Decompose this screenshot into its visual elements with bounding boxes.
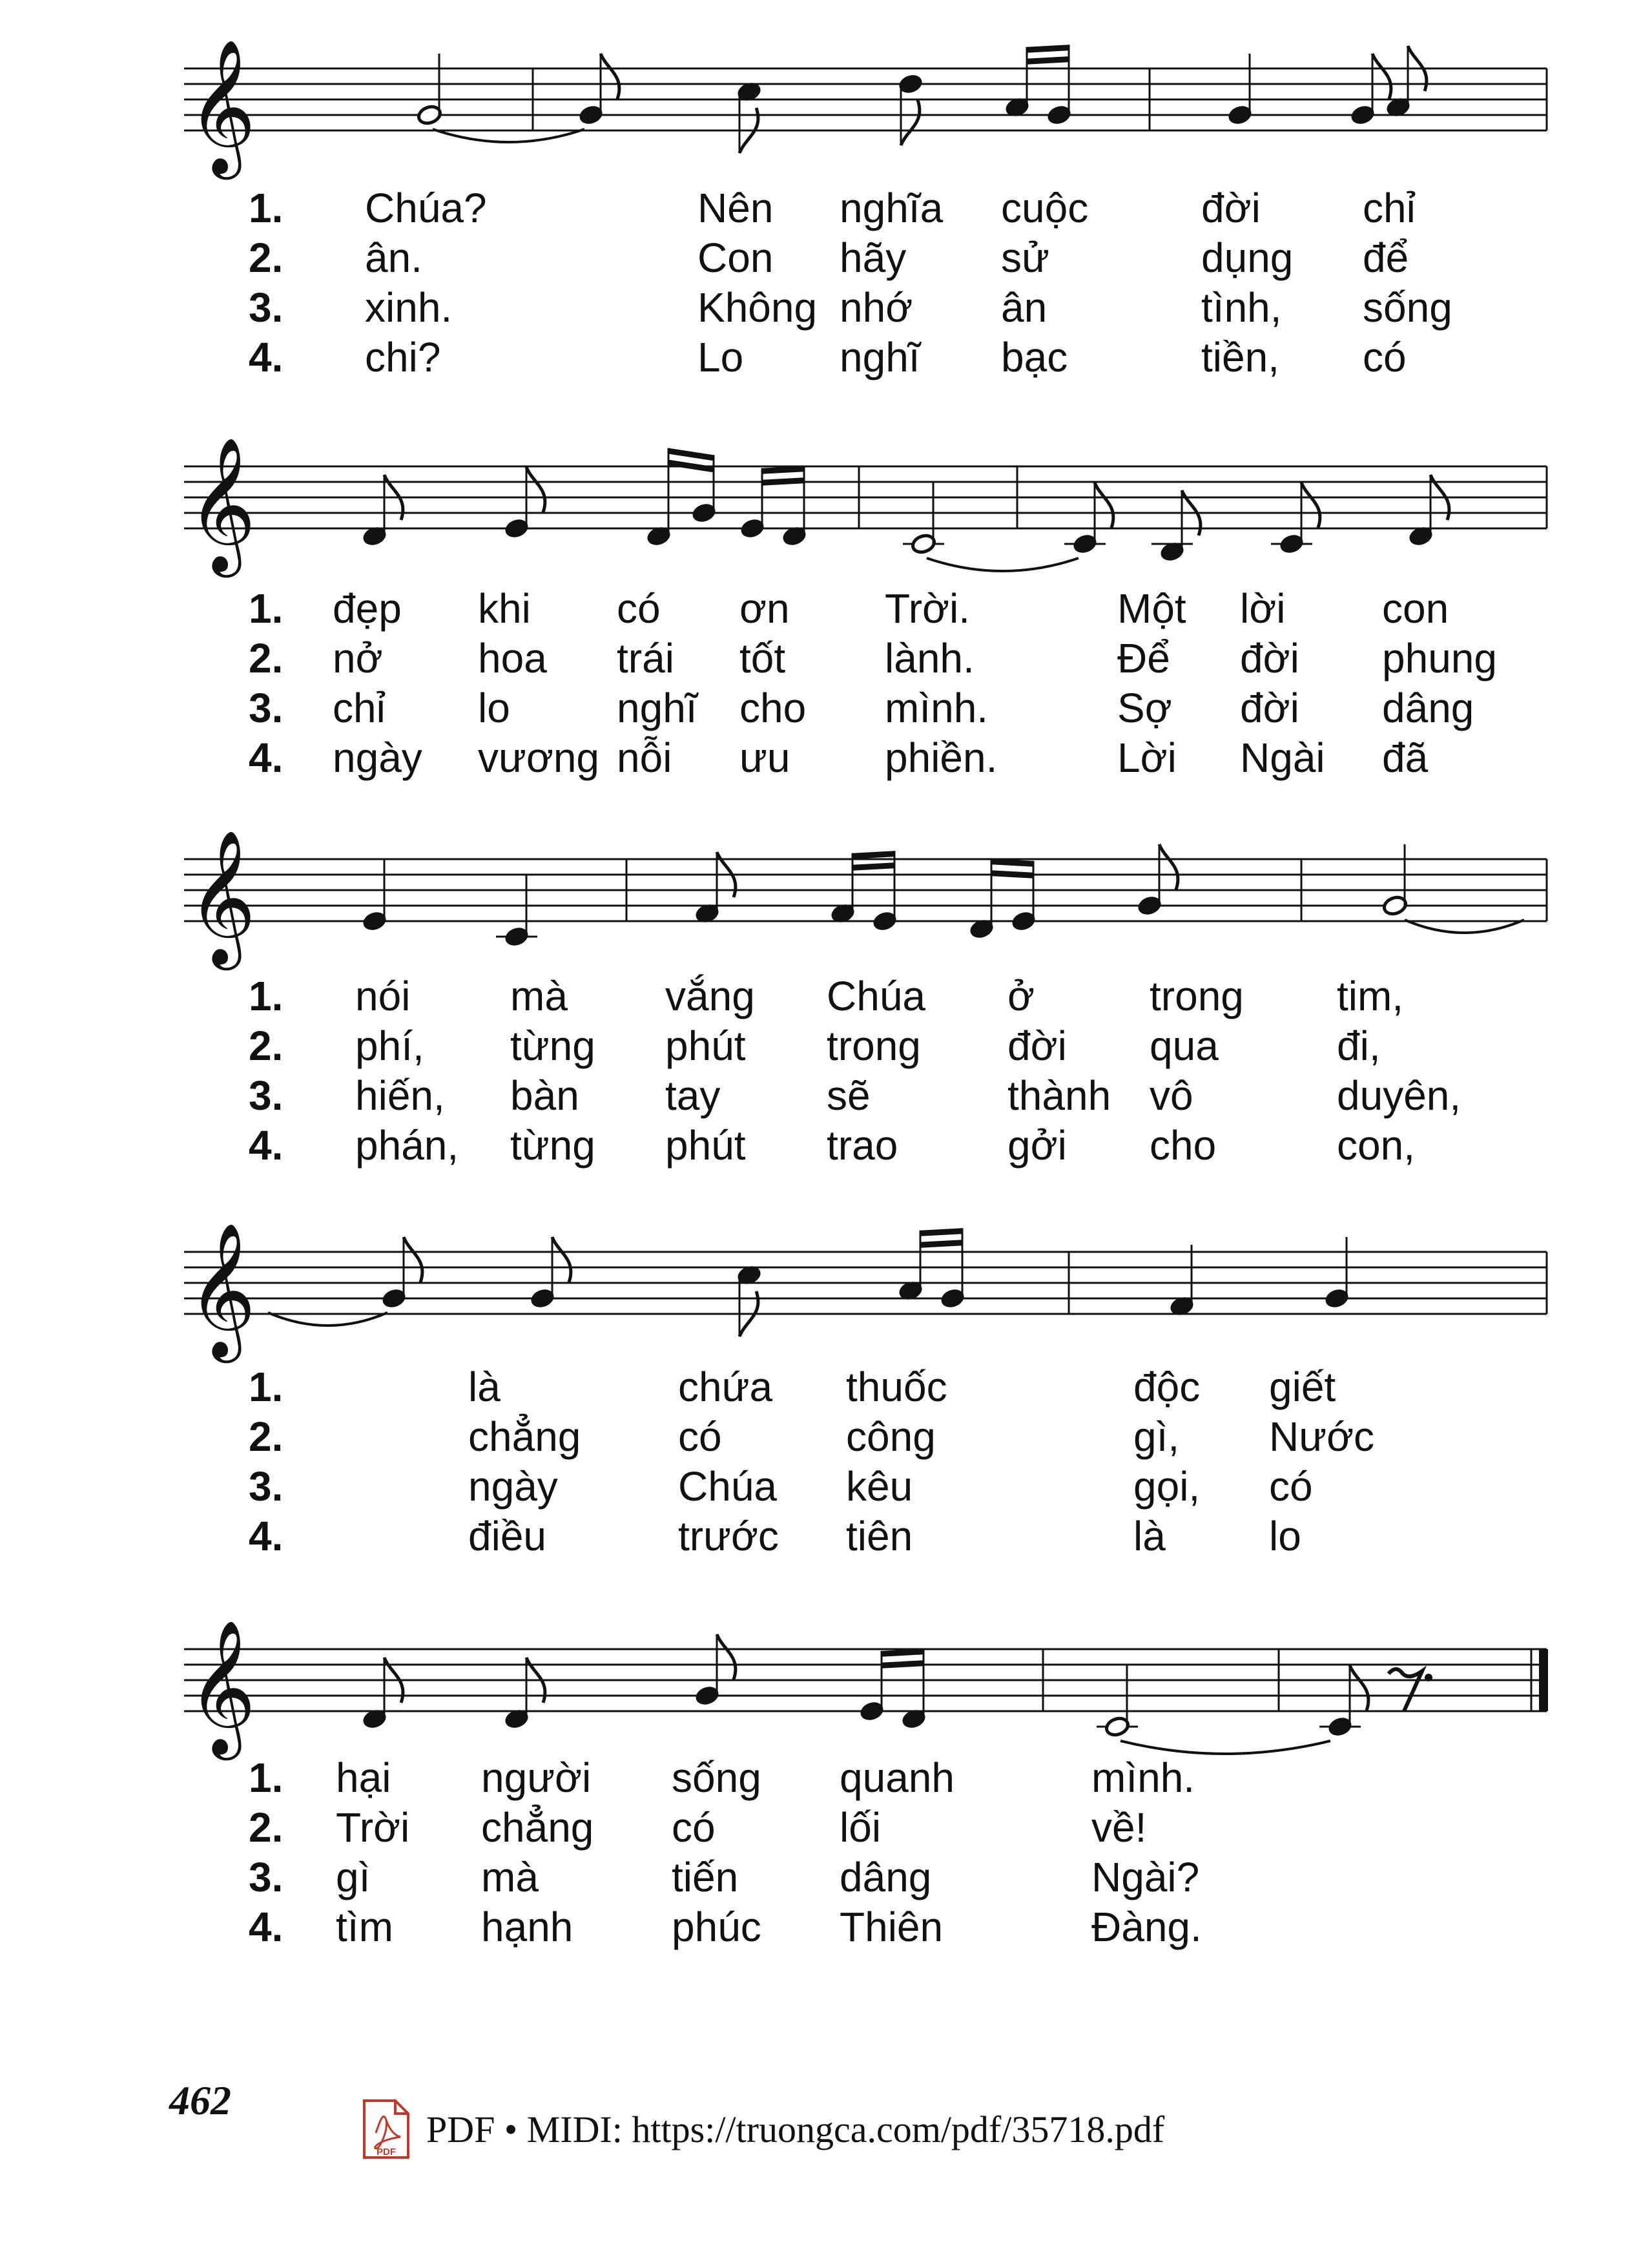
lyric-syllable: Để (1117, 635, 1170, 681)
final-barline (1539, 1649, 1548, 1711)
lyric-syllable: lành. (885, 635, 975, 681)
eighth-flag (1350, 1665, 1368, 1711)
lyric-syllable: lo (478, 685, 510, 731)
pdf-file-icon (362, 2098, 411, 2160)
lyric-syllable: độc (1133, 1364, 1201, 1410)
eighth-flag (552, 1237, 571, 1282)
lyric-syllable: vắng (665, 973, 755, 1019)
footer-link[interactable] (362, 2098, 1164, 2160)
verse-number: 4. (249, 1122, 284, 1169)
eighth-flag (526, 467, 545, 512)
lyric-syllable: sẽ (827, 1072, 871, 1119)
lyric-syllable: bàn (510, 1072, 579, 1119)
lyric-syllable: tay (665, 1072, 721, 1119)
lyric-syllable: qua (1150, 1023, 1219, 1069)
lyric-syllable: trao (827, 1122, 898, 1169)
lyric-syllable: phiền. (885, 734, 998, 781)
lyric-syllable: mà (510, 973, 568, 1019)
lyric-syllable: kêu (846, 1463, 913, 1510)
beam (668, 460, 714, 473)
verse-number: 3. (249, 685, 284, 731)
lyric-syllable: là (468, 1364, 501, 1410)
lyric-syllable: hại (336, 1754, 391, 1801)
lyric-syllable: bạc (1001, 334, 1068, 380)
lyric-syllable: đời (1240, 635, 1299, 681)
lyric-syllable: có (672, 1804, 716, 1851)
lyric-syllable: nghĩ (840, 334, 920, 380)
tie (927, 558, 1079, 571)
verse-number: 3. (249, 1854, 284, 1900)
lyric-syllable: con (1382, 585, 1449, 632)
lyric-syllable: Lời (1117, 734, 1177, 781)
lyric-syllable: nhớ (840, 284, 913, 331)
lyric-syllable: chi? (365, 334, 441, 380)
lyric-syllable: lời (1240, 585, 1286, 632)
lyric-syllable: từng (510, 1122, 595, 1169)
eighth-flag (717, 1634, 736, 1680)
lyric-syllable: cho (739, 685, 807, 731)
lyric-syllable: gởi (1007, 1122, 1067, 1169)
lyric-syllable: mình. (885, 685, 989, 731)
lyric-syllable: vô (1150, 1072, 1193, 1119)
beam (668, 448, 714, 461)
lyric-syllable: giết (1269, 1364, 1336, 1410)
verse-number: 2. (249, 1804, 284, 1851)
eighth-flag (404, 1237, 422, 1282)
lyric-syllable: Chúa? (365, 185, 487, 231)
lyric-syllable: vương (478, 734, 599, 781)
lyric-syllable: để (1363, 234, 1409, 281)
lyric-syllable: phán, (355, 1122, 459, 1169)
lyric-syllable: phí, (355, 1023, 424, 1069)
beam (762, 477, 804, 486)
lyric-syllable: đời (1240, 685, 1299, 731)
lyric-syllable: sống (672, 1754, 761, 1801)
lyric-syllable: Con (697, 234, 774, 281)
beam (920, 1228, 962, 1236)
lyric-syllable: Trời. (885, 585, 970, 632)
lyric-syllable: nở (333, 635, 383, 681)
lyric-syllable: đã (1382, 734, 1429, 781)
lyric-syllable: ơn (739, 585, 790, 632)
lyric-syllable: có (678, 1413, 722, 1460)
lyric-syllable: duyên, (1337, 1072, 1461, 1119)
lyric-syllable: trong (1150, 973, 1244, 1019)
verse-number: 4. (249, 334, 284, 380)
beam (882, 1660, 924, 1669)
footer-text[interactable]: PDF • MIDI: https://truongca.com/pdf/35718.pdf (426, 2108, 1165, 2150)
verse-number: 4. (249, 1513, 284, 1559)
lyric-syllable: ngày (333, 734, 422, 781)
lyric-syllable: trong (827, 1023, 921, 1069)
lyric-syllable: Lo (697, 334, 744, 380)
verse-number: 1. (249, 585, 284, 632)
lyric-syllable: ân (1001, 284, 1048, 331)
verse-number: 1. (249, 1364, 284, 1410)
beam (852, 862, 894, 871)
lyric-syllable: tốt (739, 635, 786, 681)
lyric-syllable: nghĩ (617, 685, 697, 731)
verse-number: 1. (249, 185, 284, 231)
lyric-syllable: đời (1007, 1023, 1067, 1069)
lyric-syllable: Chúa (678, 1463, 777, 1510)
lyric-syllable: tiền, (1201, 334, 1279, 380)
lyric-syllable: có (617, 585, 661, 632)
lyric-syllable: mình. (1091, 1754, 1195, 1801)
verse-number: 4. (249, 1904, 284, 1950)
lyric-syllable: chỉ (333, 685, 386, 731)
eighth-flag (601, 54, 619, 99)
lyric-syllable: từng (510, 1023, 595, 1069)
treble-clef: 𝄞 (187, 1619, 256, 1754)
lyric-syllable: phung (1382, 635, 1497, 681)
treble-clef: 𝄞 (187, 1222, 256, 1357)
eighth-flag (1095, 483, 1113, 528)
eighth-rest (1389, 1669, 1422, 1711)
lyric-syllable: hãy (840, 234, 907, 281)
lyric-syllable: đi, (1337, 1023, 1381, 1069)
lyric-syllable: con, (1337, 1122, 1415, 1169)
lyric-syllable: gì (336, 1854, 371, 1900)
lyric-syllable: ở (1007, 973, 1035, 1019)
verse-number: 3. (249, 284, 284, 331)
verse-number: 1. (249, 973, 284, 1019)
lyric-syllable: chỉ (1363, 185, 1416, 231)
lyric-syllable: thành (1007, 1072, 1111, 1119)
treble-clef: 𝄞 (187, 829, 256, 964)
eighth-flag (1372, 54, 1391, 99)
lyric-syllable: ngày (468, 1463, 558, 1510)
page-number: 462 (169, 2077, 231, 2123)
lyric-syllable: chẳng (481, 1804, 594, 1851)
lyric-syllable: đời (1201, 185, 1261, 231)
lyric-syllable: tiến (672, 1854, 739, 1900)
lyric-syllable: Trời (336, 1804, 410, 1851)
lyric-syllable: ưu (739, 734, 790, 781)
lyric-syllable: Nên (697, 185, 774, 231)
beam (1027, 56, 1069, 65)
eighth-flag (1159, 844, 1178, 889)
lyric-syllable: sử (1001, 234, 1049, 281)
lyric-syllable: cuộc (1001, 185, 1089, 231)
lyric-syllable: trước (678, 1513, 779, 1559)
lyric-syllable: là (1133, 1513, 1166, 1559)
lyric-syllable: hiến, (355, 1072, 445, 1119)
verse-number: 2. (249, 234, 284, 281)
lyric-syllable: Nước (1269, 1413, 1375, 1460)
lyric-syllable: lối (840, 1804, 882, 1851)
lyric-syllable: sống (1363, 284, 1452, 331)
lyric-syllable: nói (355, 973, 411, 1019)
lyric-syllable: có (1269, 1463, 1313, 1510)
lyric-syllable: Chúa (827, 973, 925, 1019)
lyric-syllable: hạnh (481, 1904, 573, 1950)
verse-number: 3. (249, 1072, 284, 1119)
lyric-syllable: người (481, 1754, 592, 1801)
lyric-syllable: phút (665, 1122, 746, 1169)
beam (920, 1240, 962, 1248)
lyric-syllable: xinh. (365, 284, 453, 331)
eighth-flag (1301, 483, 1320, 528)
lyric-syllable: phút (665, 1023, 746, 1069)
lyric-syllable: Không (697, 284, 818, 331)
lyric-syllable: tìm (336, 1904, 393, 1950)
beam (1027, 45, 1069, 53)
lyric-syllable: gọi, (1133, 1463, 1201, 1510)
lyric-syllable: tình, (1201, 284, 1282, 331)
lyric-syllable: gì, (1133, 1413, 1180, 1460)
lyric-syllable: Đàng. (1091, 1904, 1202, 1950)
lyric-syllable: phúc (672, 1904, 761, 1950)
verse-number: 4. (249, 734, 284, 781)
verse-number: 1. (249, 1754, 284, 1801)
lyric-syllable: Ngài (1240, 734, 1325, 781)
verse-number: 2. (249, 1413, 284, 1460)
treble-clef: 𝄞 (187, 437, 256, 572)
augmentation-dot (1425, 1674, 1432, 1681)
verse-number: 3. (249, 1463, 284, 1510)
lyric-syllable: quanh (840, 1754, 955, 1801)
lyric-syllable: thuốc (846, 1364, 947, 1410)
lyric-syllable: ân. (365, 234, 422, 281)
lyric-syllable: chẳng (468, 1413, 581, 1460)
lyric-syllable: dâng (840, 1854, 932, 1900)
lyric-syllable: khi (478, 585, 531, 632)
lyric-syllable: nghĩa (840, 185, 944, 231)
verse-number: 2. (249, 1023, 284, 1069)
lyric-syllable: dâng (1382, 685, 1474, 731)
eighth-flag (901, 100, 920, 145)
pdf-icon-label: PDF (377, 2147, 396, 2158)
lyric-syllable: có (1363, 334, 1407, 380)
lyric-syllable: Một (1117, 585, 1186, 632)
lyric-syllable: tim, (1337, 973, 1404, 1019)
treble-clef: 𝄞 (187, 39, 256, 174)
lyric-syllable: đẹp (333, 585, 402, 632)
lyric-syllable: Sợ (1117, 685, 1172, 731)
lyric-syllable: về! (1091, 1804, 1147, 1851)
lyric-syllable: Thiên (840, 1904, 944, 1950)
lyric-syllable: công (846, 1413, 936, 1460)
beam (852, 851, 894, 859)
tie (1120, 1741, 1330, 1754)
lyric-syllable: cho (1150, 1122, 1217, 1169)
lyric-syllable: tiên (846, 1513, 913, 1559)
lyric-syllable: trái (617, 635, 674, 681)
beam (991, 870, 1033, 879)
lyric-syllable: lo (1269, 1513, 1301, 1559)
lyric-syllable: hoa (478, 635, 547, 681)
lyric-syllable: dụng (1201, 234, 1294, 281)
lyric-syllable: mà (481, 1854, 539, 1900)
lyric-syllable: nỗi (617, 734, 672, 781)
verse-number: 2. (249, 635, 284, 681)
lyric-syllable: Ngài? (1091, 1854, 1200, 1900)
lyric-syllable: điều (468, 1513, 546, 1559)
lyric-syllable: chứa (678, 1364, 773, 1410)
